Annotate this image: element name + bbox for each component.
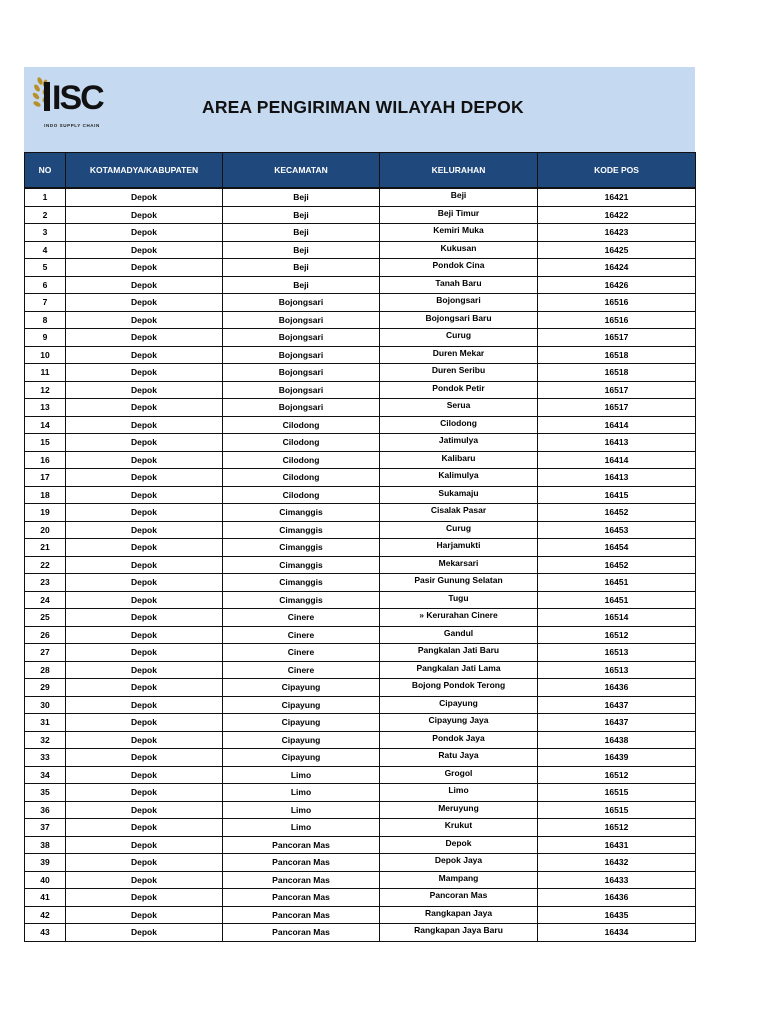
cell-kode-pos: 16433 (538, 871, 696, 889)
cell-kelurahan: Tanah Baru (380, 276, 538, 294)
cell-kecamatan: Bojongsari (223, 329, 380, 347)
cell-kelurahan: Kukusan (380, 241, 538, 259)
cell-kecamatan: Bojongsari (223, 346, 380, 364)
table-row (25, 714, 696, 732)
table-row (25, 521, 696, 539)
cell-no: 36 (25, 801, 66, 819)
cell-kode-pos: 16415 (538, 486, 696, 504)
table-row (25, 906, 696, 924)
cell-kotamadya: Depok (66, 434, 223, 452)
cell-kode-pos: 16413 (538, 434, 696, 452)
cell-kotamadya: Depok (66, 871, 223, 889)
cell-kecamatan: Cilodong (223, 486, 380, 504)
cell-no: 10 (25, 346, 66, 364)
cell-kode-pos: 16517 (538, 381, 696, 399)
cell-kode-pos: 16414 (538, 451, 696, 469)
cell-no: 43 (25, 924, 66, 942)
cell-kode-pos: 16454 (538, 539, 696, 557)
table-row (25, 679, 696, 697)
table-row (25, 259, 696, 277)
cell-kode-pos: 16422 (538, 206, 696, 224)
cell-kotamadya: Depok (66, 731, 223, 749)
cell-no: 35 (25, 784, 66, 802)
cell-kelurahan: Pangkalan Jati Lama (380, 661, 538, 679)
cell-kecamatan: Cinere (223, 609, 380, 627)
cell-kecamatan: Cipayung (223, 714, 380, 732)
logo-subtitle: INDO SUPPLY CHAIN (44, 123, 100, 128)
cell-no: 31 (25, 714, 66, 732)
page-title: AREA PENGIRIMAN WILAYAH DEPOK (202, 97, 524, 117)
cell-kelurahan: Harjamukti (380, 539, 538, 557)
cell-kecamatan: Cilodong (223, 451, 380, 469)
cell-kecamatan: Cipayung (223, 679, 380, 697)
cell-kelurahan: Bojong Pondok Terong (380, 679, 538, 697)
cell-kotamadya: Depok (66, 294, 223, 312)
table-row (25, 329, 696, 347)
cell-kode-pos: 16414 (538, 416, 696, 434)
table-row (25, 241, 696, 259)
table-row (25, 416, 696, 434)
cell-kecamatan: Cipayung (223, 696, 380, 714)
delivery-area-table (24, 152, 696, 942)
cell-kecamatan: Bojongsari (223, 364, 380, 382)
cell-no: 32 (25, 731, 66, 749)
cell-kecamatan: Cilodong (223, 416, 380, 434)
cell-kode-pos: 16452 (538, 504, 696, 522)
cell-no: 28 (25, 661, 66, 679)
cell-kode-pos: 16518 (538, 346, 696, 364)
cell-kecamatan: Beji (223, 206, 380, 224)
table-row (25, 609, 696, 627)
cell-kelurahan: Ratu Jaya (380, 749, 538, 767)
table-row (25, 871, 696, 889)
table-row (25, 889, 696, 907)
cell-kelurahan: Pancoran Mas (380, 889, 538, 907)
cell-kecamatan: Cimanggis (223, 539, 380, 557)
cell-no: 12 (25, 381, 66, 399)
cell-kode-pos: 16512 (538, 766, 696, 784)
cell-kotamadya: Depok (66, 241, 223, 259)
table-row (25, 696, 696, 714)
cell-no: 11 (25, 364, 66, 382)
table-row (25, 784, 696, 802)
cell-kelurahan: Limo (380, 784, 538, 802)
cell-no: 26 (25, 626, 66, 644)
cell-kotamadya: Depok (66, 556, 223, 574)
table-row (25, 486, 696, 504)
cell-no: 4 (25, 241, 66, 259)
cell-no: 21 (25, 539, 66, 557)
cell-kotamadya: Depok (66, 486, 223, 504)
cell-no: 8 (25, 311, 66, 329)
cell-no: 1 (25, 188, 66, 206)
cell-kotamadya: Depok (66, 644, 223, 662)
cell-kotamadya: Depok (66, 311, 223, 329)
cell-kelurahan: Meruyung (380, 801, 538, 819)
cell-kotamadya: Depok (66, 504, 223, 522)
header-kelurahan: KELURAHAN (380, 153, 538, 189)
cell-no: 25 (25, 609, 66, 627)
cell-kode-pos: 16434 (538, 924, 696, 942)
cell-kecamatan: Cimanggis (223, 521, 380, 539)
cell-kode-pos: 16517 (538, 399, 696, 417)
cell-no: 30 (25, 696, 66, 714)
cell-kode-pos: 16431 (538, 836, 696, 854)
cell-kecamatan: Beji (223, 259, 380, 277)
cell-kelurahan: Bojongsari Baru (380, 311, 538, 329)
cell-kelurahan: Kalimulya (380, 469, 538, 487)
header-kotamadya: KOTAMADYA/KABUPATEN (66, 153, 223, 189)
table-row (25, 206, 696, 224)
cell-no: 6 (25, 276, 66, 294)
cell-no: 23 (25, 574, 66, 592)
cell-no: 7 (25, 294, 66, 312)
cell-kotamadya: Depok (66, 836, 223, 854)
cell-kelurahan: Gandul (380, 626, 538, 644)
table-row (25, 311, 696, 329)
cell-kotamadya: Depok (66, 749, 223, 767)
cell-no: 39 (25, 854, 66, 872)
cell-kelurahan: Serua (380, 399, 538, 417)
cell-kelurahan: Tugu (380, 591, 538, 609)
cell-kelurahan: Pondok Jaya (380, 731, 538, 749)
cell-kelurahan: Mampang (380, 871, 538, 889)
cell-kode-pos: 16425 (538, 241, 696, 259)
table-row (25, 819, 696, 837)
cell-kotamadya: Depok (66, 188, 223, 206)
cell-kecamatan: Cipayung (223, 731, 380, 749)
cell-no: 2 (25, 206, 66, 224)
cell-kode-pos: 16437 (538, 714, 696, 732)
cell-kode-pos: 16426 (538, 276, 696, 294)
table-row (25, 504, 696, 522)
cell-kelurahan: Depok (380, 836, 538, 854)
cell-kotamadya: Depok (66, 889, 223, 907)
cell-kode-pos: 16437 (538, 696, 696, 714)
table-header-row (25, 153, 696, 189)
cell-kecamatan: Cilodong (223, 434, 380, 452)
cell-kode-pos: 16424 (538, 259, 696, 277)
cell-kode-pos: 16517 (538, 329, 696, 347)
cell-kelurahan: Beji (380, 188, 538, 206)
cell-kecamatan: Cimanggis (223, 556, 380, 574)
cell-kecamatan: Cinere (223, 661, 380, 679)
cell-no: 16 (25, 451, 66, 469)
cell-no: 41 (25, 889, 66, 907)
table-row (25, 224, 696, 242)
cell-kode-pos: 16453 (538, 521, 696, 539)
header-kode-pos: KODE POS (538, 153, 696, 189)
cell-kode-pos: 16421 (538, 188, 696, 206)
cell-kotamadya: Depok (66, 364, 223, 382)
cell-kode-pos: 16518 (538, 364, 696, 382)
cell-kecamatan: Pancoran Mas (223, 854, 380, 872)
cell-no: 5 (25, 259, 66, 277)
cell-kelurahan: Curug (380, 521, 538, 539)
cell-kotamadya: Depok (66, 346, 223, 364)
cell-kelurahan: » Kerurahan Cinere (380, 609, 538, 627)
cell-kode-pos: 16513 (538, 644, 696, 662)
cell-kode-pos: 16435 (538, 906, 696, 924)
cell-kotamadya: Depok (66, 329, 223, 347)
cell-kotamadya: Depok (66, 784, 223, 802)
cell-kelurahan: Sukamaju (380, 486, 538, 504)
cell-kotamadya: Depok (66, 609, 223, 627)
cell-kotamadya: Depok (66, 539, 223, 557)
cell-kode-pos: 16452 (538, 556, 696, 574)
cell-kotamadya: Depok (66, 416, 223, 434)
cell-no: 13 (25, 399, 66, 417)
cell-kotamadya: Depok (66, 714, 223, 732)
header-no: NO (25, 153, 66, 189)
cell-no: 37 (25, 819, 66, 837)
cell-kecamatan: Beji (223, 188, 380, 206)
cell-no: 3 (25, 224, 66, 242)
cell-kelurahan: Rangkapan Jaya (380, 906, 538, 924)
cell-kelurahan: Mekarsari (380, 556, 538, 574)
table-row (25, 294, 696, 312)
cell-kotamadya: Depok (66, 591, 223, 609)
table-row (25, 364, 696, 382)
cell-kotamadya: Depok (66, 696, 223, 714)
table-row (25, 626, 696, 644)
cell-kode-pos: 16413 (538, 469, 696, 487)
table-row (25, 574, 696, 592)
table-row (25, 644, 696, 662)
table-row (25, 399, 696, 417)
cell-kode-pos: 16439 (538, 749, 696, 767)
cell-kode-pos: 16513 (538, 661, 696, 679)
cell-kecamatan: Cilodong (223, 469, 380, 487)
cell-no: 20 (25, 521, 66, 539)
cell-kotamadya: Depok (66, 224, 223, 242)
table-body (25, 188, 696, 941)
cell-kotamadya: Depok (66, 661, 223, 679)
cell-kelurahan: Kalibaru (380, 451, 538, 469)
table-row (25, 836, 696, 854)
cell-kode-pos: 16436 (538, 889, 696, 907)
cell-kecamatan: Bojongsari (223, 399, 380, 417)
table-row (25, 591, 696, 609)
cell-no: 27 (25, 644, 66, 662)
cell-kotamadya: Depok (66, 819, 223, 837)
cell-kode-pos: 16516 (538, 311, 696, 329)
cell-kecamatan: Pancoran Mas (223, 889, 380, 907)
cell-kelurahan: Beji Timur (380, 206, 538, 224)
cell-kode-pos: 16515 (538, 801, 696, 819)
cell-kelurahan: Kemiri Muka (380, 224, 538, 242)
table-row (25, 276, 696, 294)
cell-no: 34 (25, 766, 66, 784)
cell-kecamatan: Cimanggis (223, 591, 380, 609)
table-row (25, 346, 696, 364)
cell-kelurahan: Pondok Petir (380, 381, 538, 399)
cell-kecamatan: Beji (223, 241, 380, 259)
cell-no: 15 (25, 434, 66, 452)
cell-kotamadya: Depok (66, 924, 223, 942)
cell-kode-pos: 16512 (538, 626, 696, 644)
cell-kelurahan: Cipayung Jaya (380, 714, 538, 732)
cell-no: 42 (25, 906, 66, 924)
cell-kecamatan: Bojongsari (223, 311, 380, 329)
cell-kecamatan: Limo (223, 784, 380, 802)
table-row (25, 451, 696, 469)
cell-kode-pos: 16436 (538, 679, 696, 697)
cell-no: 38 (25, 836, 66, 854)
cell-no: 24 (25, 591, 66, 609)
header-banner (24, 67, 695, 152)
cell-kecamatan: Pancoran Mas (223, 924, 380, 942)
cell-no: 33 (25, 749, 66, 767)
table-row (25, 854, 696, 872)
cell-kelurahan: Pondok Cina (380, 259, 538, 277)
cell-no: 14 (25, 416, 66, 434)
cell-kode-pos: 16438 (538, 731, 696, 749)
cell-kelurahan: Cisalak Pasar (380, 504, 538, 522)
table-row (25, 469, 696, 487)
header-kecamatan: KECAMATAN (223, 153, 380, 189)
cell-no: 17 (25, 469, 66, 487)
cell-kecamatan: Limo (223, 766, 380, 784)
cell-no: 18 (25, 486, 66, 504)
cell-kotamadya: Depok (66, 801, 223, 819)
cell-kecamatan: Beji (223, 224, 380, 242)
cell-kelurahan: Rangkapan Jaya Baru (380, 924, 538, 942)
table-row (25, 381, 696, 399)
cell-kode-pos: 16432 (538, 854, 696, 872)
cell-kelurahan: Pangkalan Jati Baru (380, 644, 538, 662)
cell-kecamatan: Limo (223, 819, 380, 837)
cell-kotamadya: Depok (66, 906, 223, 924)
cell-kecamatan: Cinere (223, 644, 380, 662)
cell-kode-pos: 16512 (538, 819, 696, 837)
table-row (25, 731, 696, 749)
cell-kotamadya: Depok (66, 451, 223, 469)
cell-kecamatan: Pancoran Mas (223, 836, 380, 854)
cell-kode-pos: 16451 (538, 574, 696, 592)
cell-kotamadya: Depok (66, 854, 223, 872)
cell-kecamatan: Cimanggis (223, 574, 380, 592)
cell-kelurahan: Depok Jaya (380, 854, 538, 872)
logo-text: ISC (52, 79, 103, 117)
cell-kelurahan: Duren Seribu (380, 364, 538, 382)
table-row (25, 434, 696, 452)
table-row (25, 661, 696, 679)
cell-kecamatan: Pancoran Mas (223, 871, 380, 889)
cell-kotamadya: Depok (66, 469, 223, 487)
cell-kelurahan: Grogol (380, 766, 538, 784)
cell-kelurahan: Cipayung (380, 696, 538, 714)
cell-kotamadya: Depok (66, 521, 223, 539)
cell-kotamadya: Depok (66, 626, 223, 644)
cell-kelurahan: Bojongsari (380, 294, 538, 312)
cell-no: 22 (25, 556, 66, 574)
cell-kecamatan: Bojongsari (223, 381, 380, 399)
table-row (25, 766, 696, 784)
cell-kelurahan: Duren Mekar (380, 346, 538, 364)
cell-kecamatan: Beji (223, 276, 380, 294)
table-row (25, 188, 696, 206)
cell-kode-pos: 16516 (538, 294, 696, 312)
cell-kotamadya: Depok (66, 259, 223, 277)
spreadsheet (24, 67, 695, 942)
cell-kotamadya: Depok (66, 399, 223, 417)
cell-kelurahan: Krukut (380, 819, 538, 837)
cell-kode-pos: 16514 (538, 609, 696, 627)
cell-kecamatan: Pancoran Mas (223, 906, 380, 924)
cell-kecamatan: Cipayung (223, 749, 380, 767)
table-row (25, 801, 696, 819)
cell-kelurahan: Jatimulya (380, 434, 538, 452)
cell-kelurahan: Pasir Gunung Selatan (380, 574, 538, 592)
cell-no: 9 (25, 329, 66, 347)
cell-kotamadya: Depok (66, 574, 223, 592)
table-row (25, 924, 696, 942)
cell-kelurahan: Cilodong (380, 416, 538, 434)
cell-kotamadya: Depok (66, 206, 223, 224)
cell-no: 29 (25, 679, 66, 697)
cell-kotamadya: Depok (66, 679, 223, 697)
table-row (25, 539, 696, 557)
table-row (25, 749, 696, 767)
cell-kotamadya: Depok (66, 381, 223, 399)
cell-kode-pos: 16451 (538, 591, 696, 609)
table-row (25, 556, 696, 574)
cell-kecamatan: Bojongsari (223, 294, 380, 312)
cell-kode-pos: 16423 (538, 224, 696, 242)
company-logo (32, 73, 112, 135)
cell-no: 40 (25, 871, 66, 889)
cell-kecamatan: Limo (223, 801, 380, 819)
cell-kode-pos: 16515 (538, 784, 696, 802)
cell-no: 19 (25, 504, 66, 522)
cell-kecamatan: Cinere (223, 626, 380, 644)
cell-kecamatan: Cimanggis (223, 504, 380, 522)
cell-kotamadya: Depok (66, 276, 223, 294)
cell-kelurahan: Curug (380, 329, 538, 347)
cell-kotamadya: Depok (66, 766, 223, 784)
